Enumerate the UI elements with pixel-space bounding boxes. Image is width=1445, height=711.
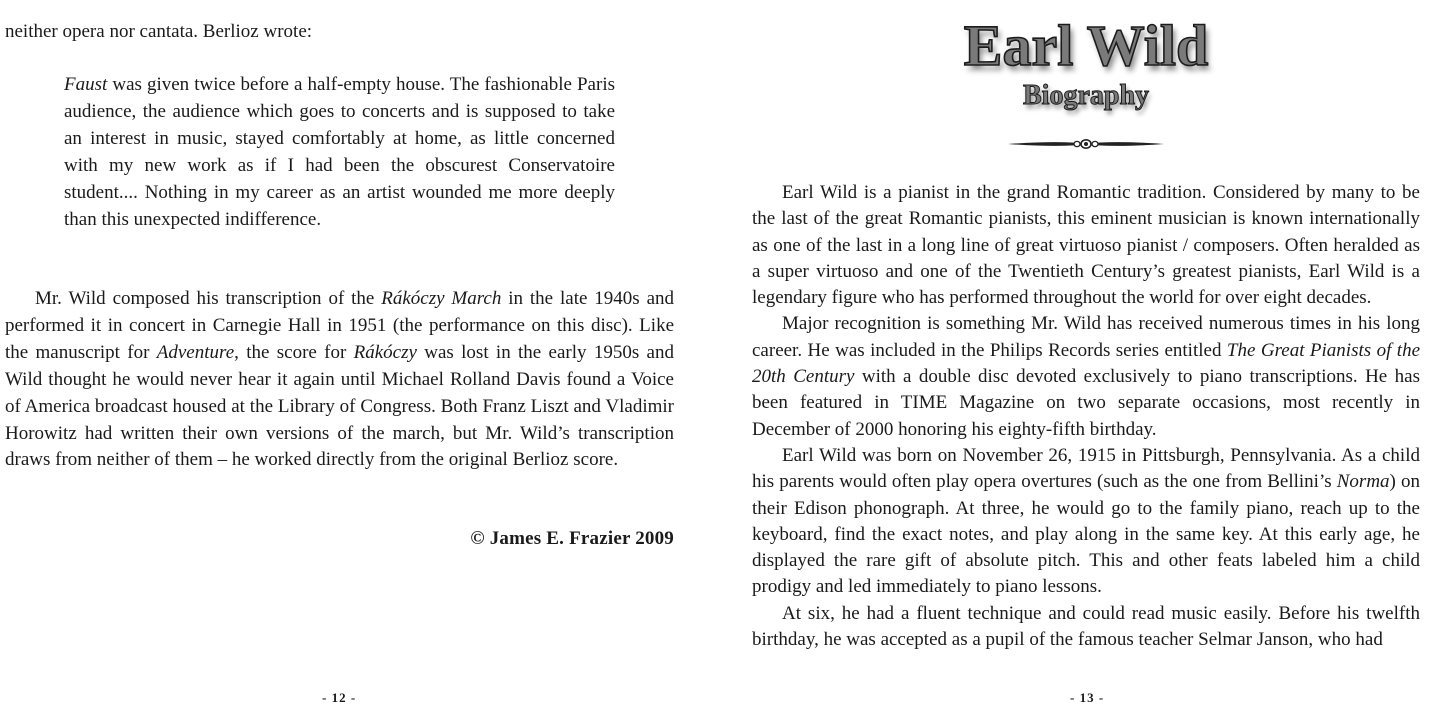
bio-paragraph-3 [752,443,1420,601]
transcription-paragraph [5,286,674,474]
right-page [752,0,1420,711]
paragraph-text: with a double disc devoted exclusively to piano transcriptions. He has been featured in TIME Magazine on two separate occasions, most recently in December of 2000 honoring his eighty-fifth birthday. [752,366,1420,440]
opening-line: neither opera nor cantata. Berlioz wrote: [5,21,313,42]
bio-paragraph-2 [752,311,1420,442]
paragraph-text: Earl Wild was born on November 26, 1915 in Pittsburgh, Pennsylvania. As a child his parents would often play opera overtures (such as the one from Bellini’s [752,444,1420,493]
berlioz-quote [64,72,615,233]
page-subtitle: Biography [1022,80,1150,111]
title-block [752,14,1420,112]
paragraph-text: Mr. Wild composed his transcription of the [35,288,382,309]
left-page [5,0,674,711]
bio-paragraph-4: At six, he had a fluent technique and could read music easily. Before his twelfth birthday, he was accepted as a pupil of the famous teacher Selmar Janson, who had [752,602,1420,651]
bio-paragraph-1: Earl Wild is a pianist in the grand Romantic tradition. Considered by many to be the last of the great Romantic pianists, this eminent musician is known internationally as one of the last in a long line of great virtuoso pianist / composers. Often heralded as a super virtuoso and one of the Twentieth Century’s greatest pianists, Earl Wild is a legendary figure who has performed throughout the world for over eight decades. [752,182,1420,309]
page-number-right: - 13 - [1070,690,1105,705]
series-title: The Great Pianists of the 20th Century [752,339,1421,388]
paragraph-text: in the late 1940s and performed it in concert in Carnegie Hall in 1951 (the performance on this disc). Like the manuscript for [5,288,675,363]
opera-title: Norma [1336,471,1390,493]
paragraph-text: was lost in the early 1950s and Wild thought he would never hear it again until Michael Rolland Davis found a Voice of America broadcast housed at the Library of Congress. Both Franz Liszt and Vladimir Horowitz had written their own versions of the march, but Mr. Wild’s transcription draws from neither of them – he worked directly from the original Berlioz score. [5,341,674,471]
quote-text: was given twice before a half-empty house. The fashionable Paris audience, the audience which goes to concerts and is supposed to take an interest in music, stayed comfortably at home, as little concerned with my new work as if I had been the obscurest Conservatoire student.... Nothing in my career as an artist wounded me more deeply than this unexpected indifference. [64,74,615,230]
paragraph-text: Major recognition is something Mr. Wild has received numerous times in his long career. He was included in the Philips Records series entitled [752,313,1420,361]
work-title: Rákóczy [353,341,417,363]
paragraph-text: ) on their Edison phonograph. At three, he would go to the family piano, reach up to the keyboard, find the exact notes, and play along in the same key. At this early age, he displayed the rare gift of absolute pitch. This and other feats labeled him a child prodigy and led immediately to piano lessons. [752,471,1420,598]
paragraph-text: , the score for [234,341,354,363]
biography-text [752,180,1420,653]
decorative-rule-icon [1006,136,1166,152]
left-body-text [5,286,674,474]
quote-italic-title: Faust [64,74,108,95]
copyright-notice: © James E. Frazier 2009 [470,528,674,549]
work-title: Rákóczy March [381,288,502,309]
page-number-left: - 12 - [322,690,357,705]
page-title: Earl Wild [963,13,1209,78]
work-title: Adventure [156,341,235,363]
